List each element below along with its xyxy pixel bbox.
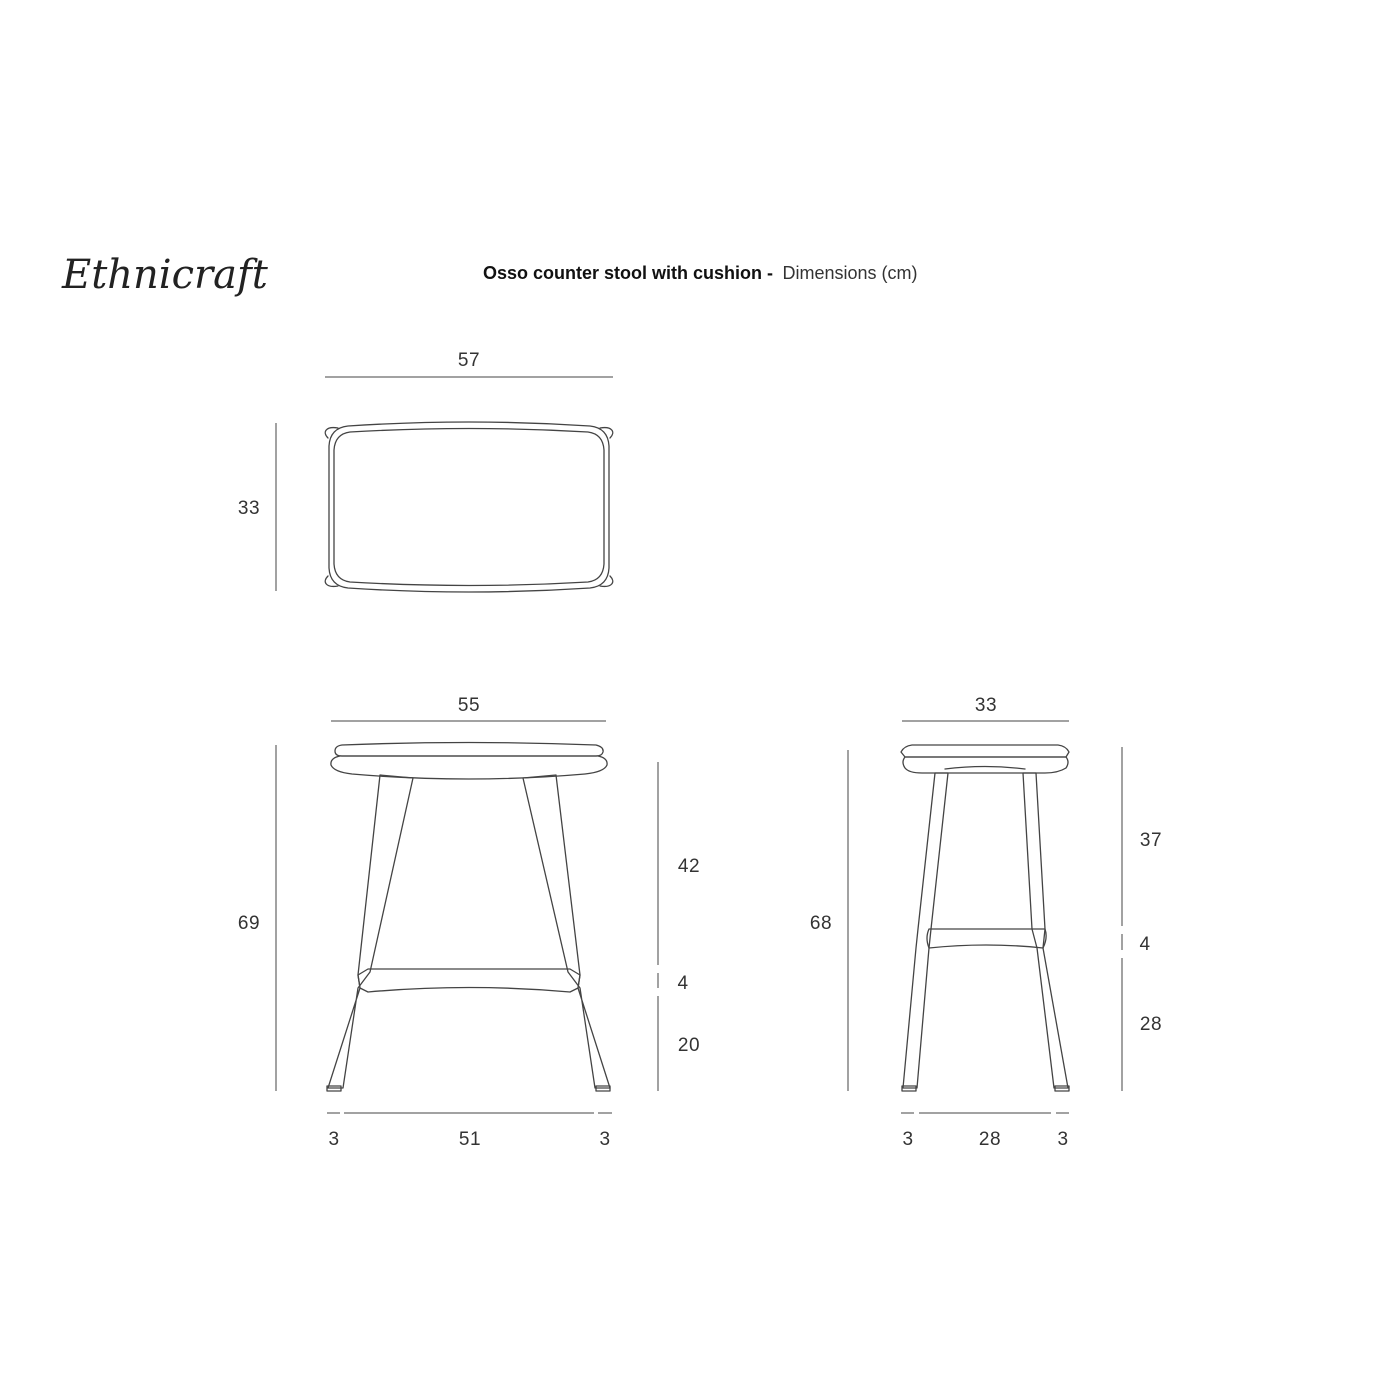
side-cushion — [901, 745, 1069, 757]
brand-logo: Ethnicraft — [62, 252, 268, 298]
front-inner-span-label: 51 — [458, 1129, 482, 1150]
side-depth-label: 33 — [974, 695, 998, 716]
front-lower-height-label: 20 — [677, 1035, 701, 1056]
front-rail-height-label: 4 — [677, 973, 689, 994]
side-total-height-label: 68 — [809, 913, 833, 934]
front-width-label: 55 — [457, 695, 481, 716]
side-inner-span-label: 28 — [978, 1129, 1002, 1150]
title-product: Osso counter stool with cushion - — [483, 263, 774, 283]
side-upper-height-label: 37 — [1139, 830, 1163, 851]
side-view — [810, 695, 1162, 1150]
top-view — [238, 350, 613, 592]
front-foot-right-label: 3 — [599, 1129, 611, 1150]
page-title — [483, 263, 918, 283]
front-foot-left-label: 3 — [328, 1129, 340, 1150]
front-upper-height-label: 42 — [677, 856, 701, 877]
front-seat — [331, 756, 607, 779]
front-leg-right — [523, 775, 610, 1088]
front-cushion — [335, 743, 603, 757]
front-total-height-label: 69 — [237, 913, 261, 934]
top-depth-label: 33 — [237, 498, 261, 519]
title-suffix: Dimensions (cm) — [782, 263, 918, 283]
front-leg-left — [328, 775, 413, 1088]
front-view — [238, 695, 700, 1150]
side-seat — [903, 757, 1068, 773]
side-lower-height-label: 28 — [1139, 1014, 1163, 1035]
side-seat-slot — [945, 767, 1025, 770]
top-width-label: 57 — [457, 350, 481, 371]
side-leg-left — [903, 773, 948, 1088]
top-seat-outline — [329, 422, 609, 592]
side-foot-left-label: 3 — [902, 1129, 914, 1150]
top-cushion-outline — [334, 429, 604, 586]
front-stretcher — [358, 969, 580, 992]
side-foot-right-label: 3 — [1057, 1129, 1069, 1150]
side-rail-height-label: 4 — [1139, 934, 1151, 955]
side-stretcher — [927, 929, 1046, 948]
